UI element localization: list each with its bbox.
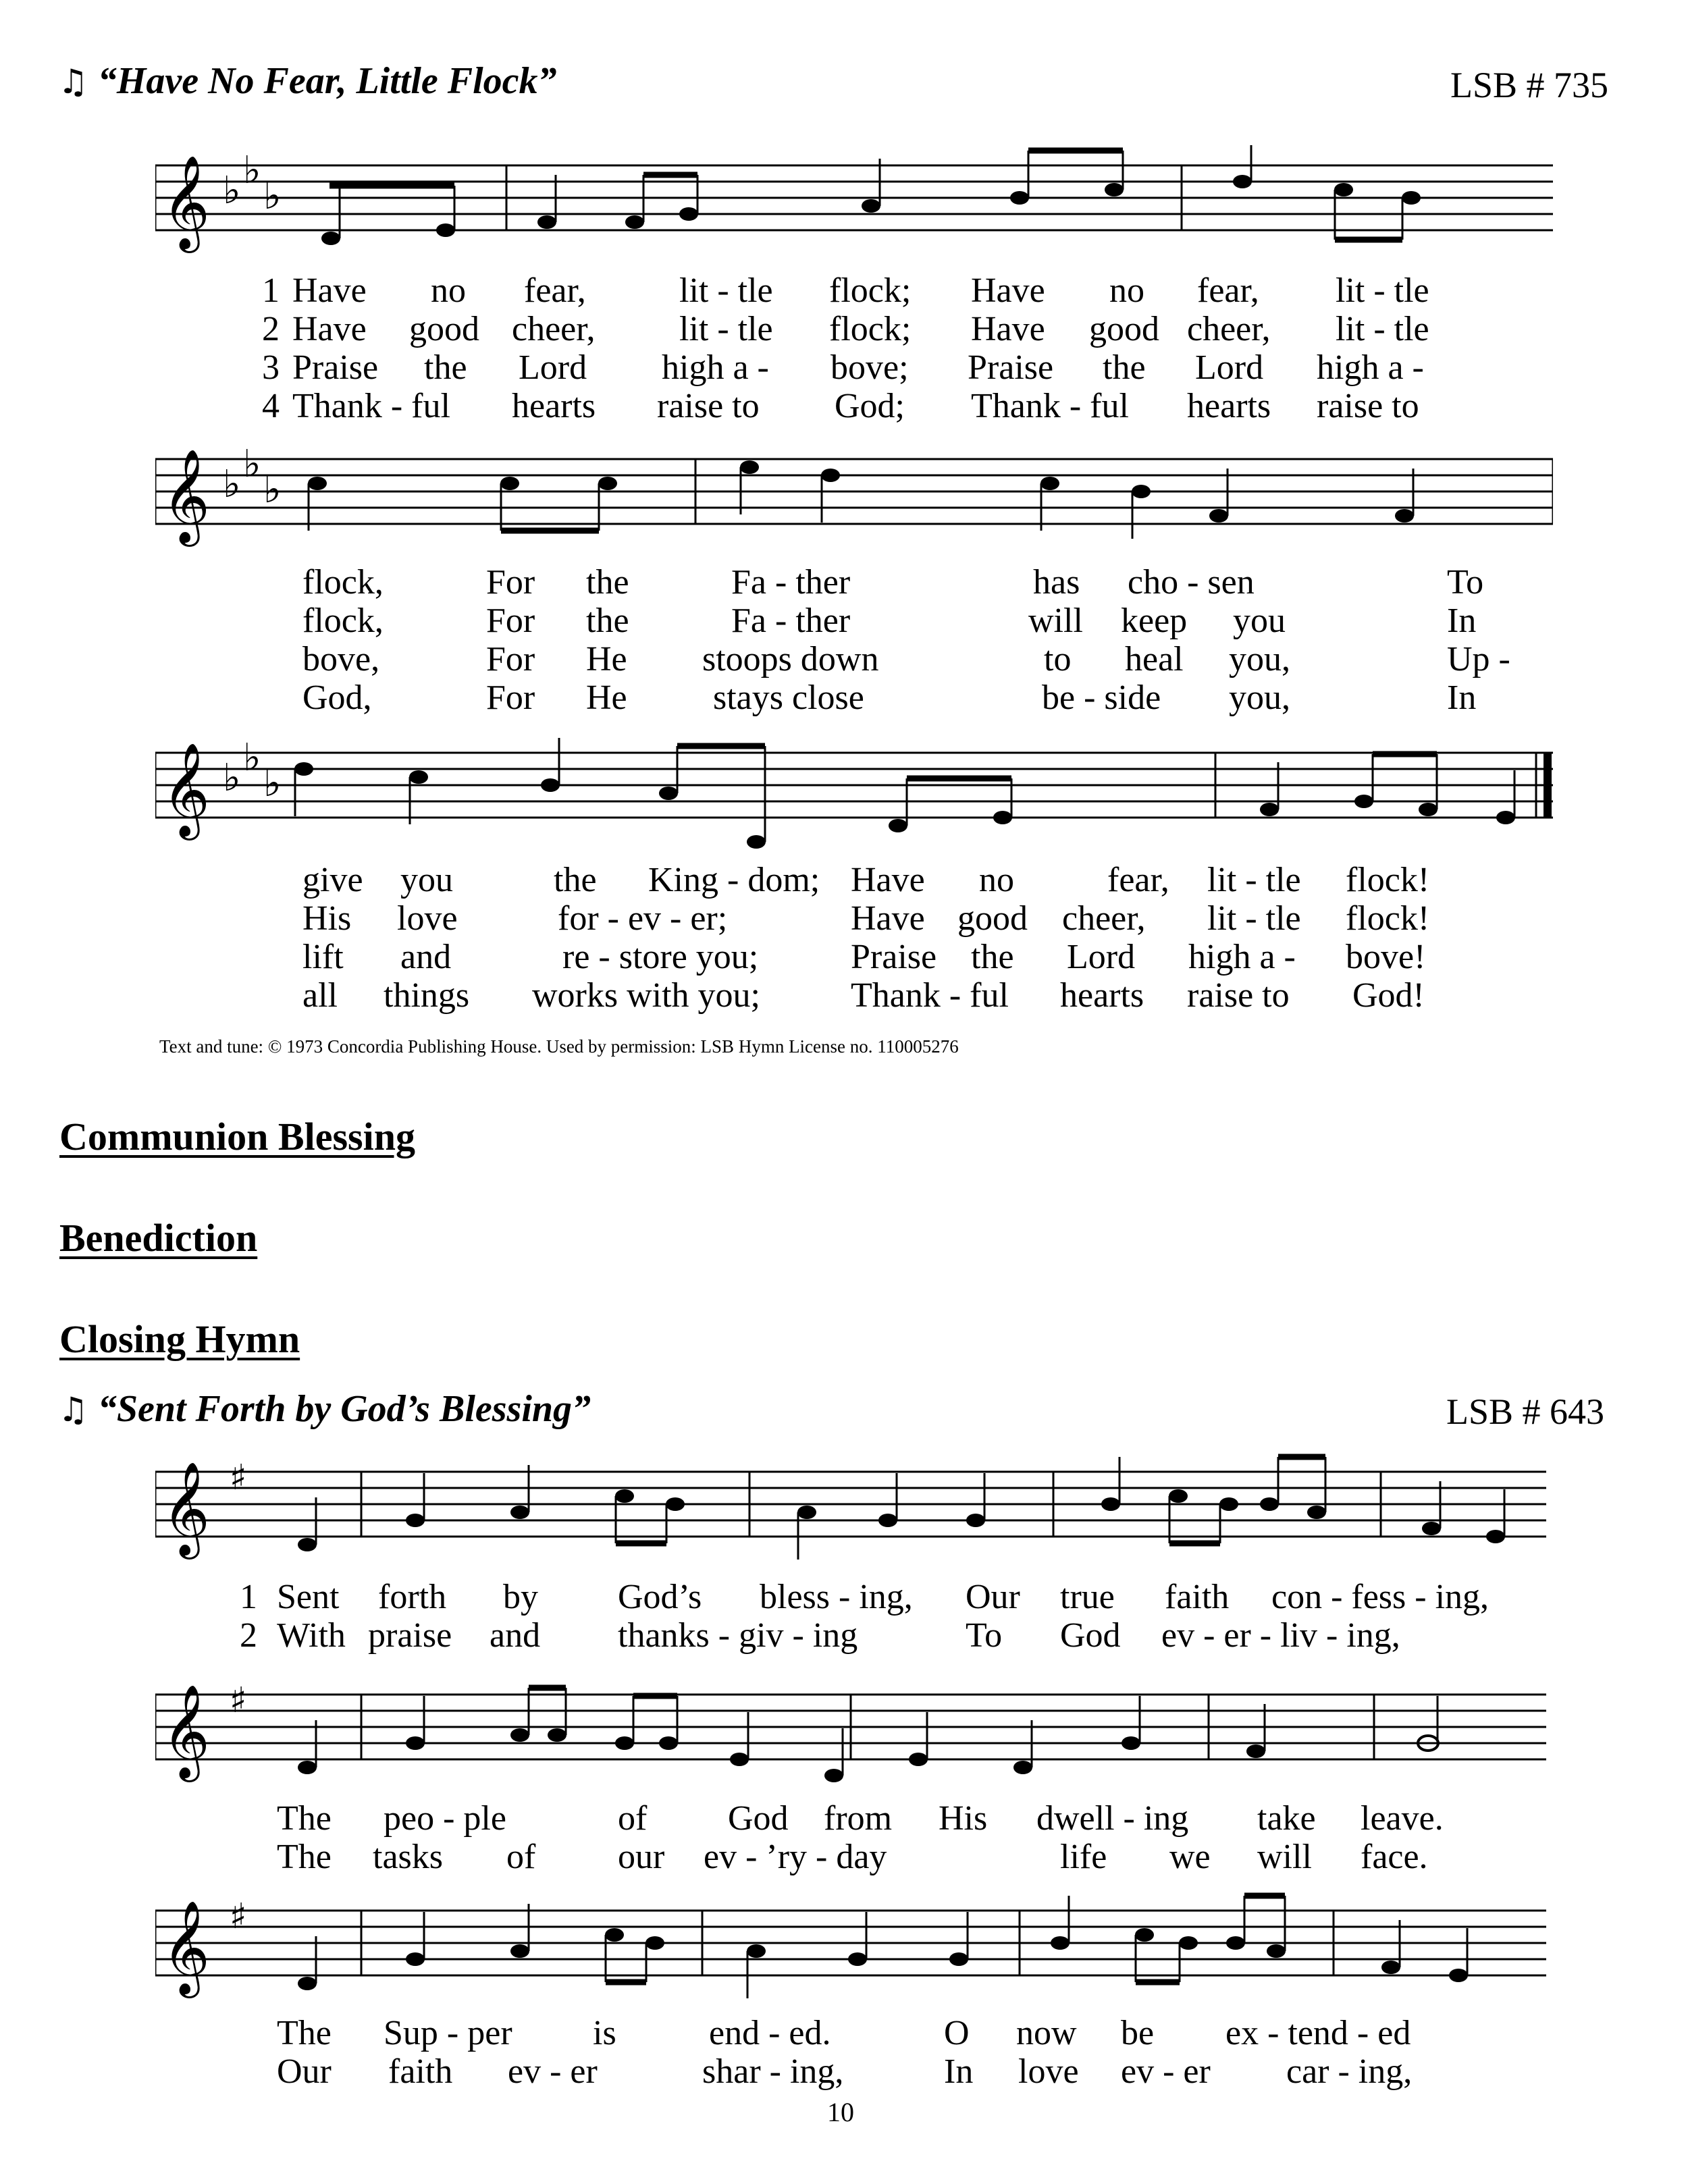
hymn1-number: LSB # 735 [1450,65,1609,105]
svg-text:♭: ♭ [263,468,282,512]
hymn2-staff-1 [155,1451,1546,1587]
svg-text:♯: ♯ [230,1458,247,1498]
page-number: 10 [827,2097,854,2127]
hymn1-staff-2 [155,439,1553,567]
hymn2-title-text: “Sent Forth by God’s Blessing” [97,1388,591,1430]
treble-clef-icon: 𝄞 [162,155,210,249]
hymn2-staff-3 [155,1890,1546,2019]
svg-text:♭: ♭ [243,736,261,780]
treble-clef-icon: 𝄞 [162,743,210,836]
treble-clef-icon: 𝄞 [162,1462,210,1555]
treble-clef-icon: 𝄞 [162,1684,210,1778]
svg-text:♭: ♭ [223,462,241,506]
hymn2-staff-2 [155,1674,1546,1803]
svg-text:♭: ♭ [243,149,261,192]
music-note-icon: ♫ [58,62,88,101]
heading-benediction: Benediction [59,1216,258,1260]
svg-text:♭: ♭ [263,762,282,805]
hymn1-staff-3 [155,733,1553,868]
heading-closing-hymn: Closing Hymn [59,1317,300,1361]
svg-text:♭: ♭ [243,442,261,486]
svg-text:♭: ♭ [223,169,241,213]
svg-text:♯: ♯ [230,1680,247,1721]
hymn2-title [58,1387,591,1431]
svg-text:♭: ♭ [223,756,241,800]
hymn1-title-text: “Have No Fear, Little Flock” [97,60,557,102]
treble-clef-icon: 𝄞 [162,449,210,543]
heading-communion-blessing: Communion Blessing [59,1115,415,1158]
hymn1-title [58,59,557,103]
hymn1-staff-1 [155,145,1553,280]
music-note-icon: ♫ [58,1390,88,1429]
hymn2-number: LSB # 643 [1446,1391,1605,1432]
hymn1-copyright: Text and tune: © 1973 Concordia Publishing House. Used by permission: LSB Hymn License no. 110005276 [159,1036,959,1057]
svg-text:♭: ♭ [263,174,282,218]
treble-clef-icon: 𝄞 [162,1900,210,1994]
svg-text:♯: ♯ [230,1896,247,1937]
